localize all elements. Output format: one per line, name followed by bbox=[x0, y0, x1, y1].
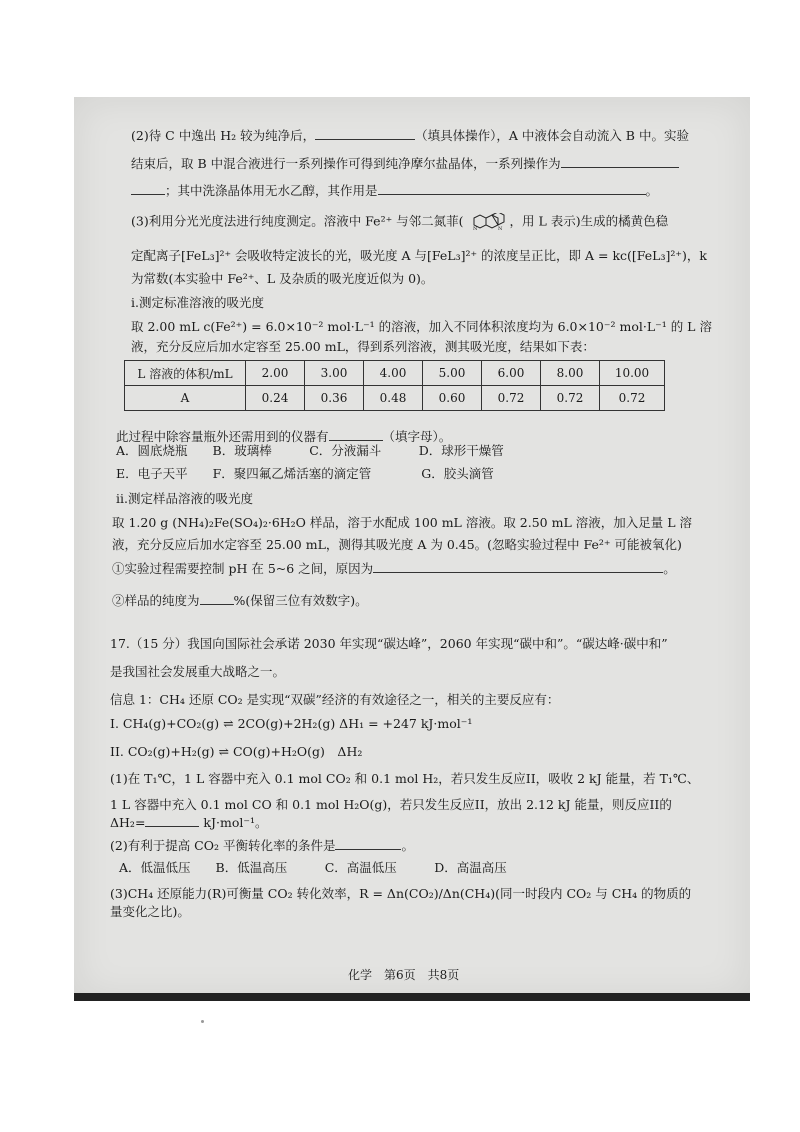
text-line bbox=[131, 127, 689, 144]
text-line bbox=[131, 213, 668, 231]
table-cell: 8.00 bbox=[541, 361, 600, 386]
reaction-equation: I. CH₄(g)+CO₂(g) ⇌ 2CO(g)+2H₂(g) ΔH₁ = +247 kJ·mol⁻¹ bbox=[110, 716, 473, 731]
text-line bbox=[110, 814, 267, 831]
text-segment: ΔH₂= bbox=[110, 815, 146, 830]
text-line: (1)在 T₁℃，1 L 容器中充入 0.1 mol CO₂ 和 0.1 mol H₂，若只发生反应II，吸收 2 kJ 能量，若 T₁℃、 bbox=[110, 771, 700, 786]
table-cell: 4.00 bbox=[364, 361, 423, 386]
text-segment: 。 bbox=[645, 183, 659, 198]
text-line: 液，充分反应后加水定容至 25.00 mL，测得其吸光度 A 为 0.45。(忽略实验过程中 Fe²⁺ 可能被氧化) bbox=[112, 537, 682, 552]
table-cell: 0.60 bbox=[423, 386, 482, 411]
text-line: 是我国社会发展重大战略之一。 bbox=[110, 664, 286, 679]
text-segment: ②样品的纯度为 bbox=[112, 593, 200, 608]
absorbance-table bbox=[124, 360, 665, 411]
option-line: A．低温低压 B．低温高压 C．高温低压 D．高温高压 bbox=[119, 860, 507, 875]
option-line: E．电子天平 F．聚四氟乙烯活塞的滴定管 G．胶头滴管 bbox=[116, 466, 494, 481]
table-cell: 6.00 bbox=[482, 361, 541, 386]
text-line: 1 L 容器中充入 0.1 mol CO 和 0.1 mol H₂O(g)，若只发生反应II，放出 2.12 kJ 能量，则反应II的 bbox=[110, 797, 672, 812]
table-cell: 0.36 bbox=[305, 386, 364, 411]
text-segment: 。 bbox=[401, 838, 414, 853]
text-segment: 结束后，取 B 中混合液进行一系列操作可得到纯净摩尔盐晶体，一系列操作为 bbox=[131, 156, 561, 171]
text-segment: ①实验过程需要控制 pH 在 5~6 之间，原因为 bbox=[112, 561, 374, 576]
text-segment: (3)利用分光光度法进行纯度测定。溶液中 Fe²⁺ 与邻二氮菲( bbox=[131, 213, 464, 229]
text-line: 定配离子[FeL₃]²⁺ 会吸收特定波长的光，吸光度 A 与[FeL₃]²⁺ 的浓度呈正比，即 A = kc([FeL₃]²⁺)，k bbox=[131, 248, 707, 263]
text-segment: kJ·mol⁻¹。 bbox=[203, 815, 268, 830]
answer-blank[interactable] bbox=[315, 127, 415, 140]
table-header-cell: L 溶液的体积/mL bbox=[125, 361, 246, 386]
answer-blank[interactable] bbox=[335, 837, 401, 850]
answer-blank[interactable] bbox=[329, 428, 383, 441]
reaction-equation: II. CO₂(g)+H₂(g) ⇌ CO(g)+H₂O(g) ΔH₂ bbox=[110, 744, 363, 759]
answer-blank[interactable] bbox=[373, 560, 663, 573]
table-cell: 0.72 bbox=[482, 386, 541, 411]
svg-text:N: N bbox=[472, 226, 477, 231]
text-segment: （填字母）。 bbox=[382, 429, 452, 444]
section-heading: i.测定标准溶液的吸光度 bbox=[131, 295, 264, 310]
text-line: (3)CH₄ 还原能力(R)可衡量 CO₂ 转化效率，R = Δn(CO₂)/Δn(CH₄)(同一时段内 CO₂ 与 CH₄ 的物质的 bbox=[110, 886, 692, 901]
table-cell: 10.00 bbox=[600, 361, 665, 386]
text-line bbox=[131, 155, 679, 172]
table-cell: 5.00 bbox=[423, 361, 482, 386]
table-cell: 0.72 bbox=[600, 386, 665, 411]
text-line: 取 1.20 g (NH₄)₂Fe(SO₄)₂·6H₂O 样品，溶于水配成 100 mL 溶液。取 2.50 mL 溶液，加入足量 L 溶 bbox=[112, 515, 692, 530]
text-line: 量变化之比)。 bbox=[110, 904, 190, 919]
text-segment: %(保留三位有效数字)。 bbox=[233, 593, 368, 608]
text-line: 液，充分反应后加水定容至 25.00 mL，得到系列溶液，测其吸光度，结果如下表： bbox=[131, 339, 595, 354]
answer-blank[interactable] bbox=[145, 814, 199, 827]
text-segment: (2)有利于提高 CO₂ 平衡转化率的条件是 bbox=[110, 838, 336, 853]
answer-blank[interactable] bbox=[131, 182, 165, 195]
answer-blank[interactable] bbox=[200, 592, 234, 605]
page-footer: 化学 第6页 共8页 bbox=[348, 968, 460, 982]
text-line bbox=[112, 560, 676, 577]
option-line: A．圆底烧瓶 B．玻璃棒 C．分液漏斗 D．球形干燥管 bbox=[116, 443, 504, 458]
svg-text:N: N bbox=[497, 226, 502, 231]
answer-blank[interactable] bbox=[378, 182, 646, 195]
text-line: 信息 1：CH₄ 还原 CO₂ 是实现“双碳”经济的有效途径之一，相关的主要反应有： bbox=[110, 692, 560, 707]
text-line bbox=[110, 837, 414, 854]
table-row bbox=[125, 386, 665, 411]
table-cell: 2.00 bbox=[246, 361, 305, 386]
answer-blank[interactable] bbox=[561, 155, 679, 168]
text-segment: ；其中洗涤晶体用无水乙醇，其作用是 bbox=[165, 183, 378, 198]
table-cell: 0.72 bbox=[541, 386, 600, 411]
text-segment: ，用 L 表示)生成的橘黄色稳 bbox=[509, 213, 669, 229]
page-shadow bbox=[74, 993, 750, 1001]
text-segment: (2)待 C 中逸出 H₂ 较为纯净后， bbox=[131, 128, 316, 143]
phenanthroline-structure-icon bbox=[468, 213, 510, 231]
text-segment: 。 bbox=[663, 561, 676, 576]
text-line: 取 2.00 mL c(Fe²⁺) = 6.0×10⁻² mol·L⁻¹ 的溶液，加入不同体积浓度均为 6.0×10⁻² mol·L⁻¹ 的 L 溶 bbox=[131, 319, 712, 334]
table-cell: 3.00 bbox=[305, 361, 364, 386]
table-cell: 0.24 bbox=[246, 386, 305, 411]
speck bbox=[201, 1020, 204, 1023]
table-cell: 0.48 bbox=[364, 386, 423, 411]
text-line bbox=[112, 592, 368, 609]
text-segment: 此过程中除容量瓶外还需用到的仪器有 bbox=[116, 429, 329, 444]
text-line: 为常数(本实验中 Fe²⁺、L 及杂质的吸光度近似为 0)。 bbox=[131, 271, 434, 286]
text-line bbox=[131, 182, 658, 199]
section-heading: ii.测定样品溶液的吸光度 bbox=[116, 491, 253, 506]
table-header-cell: A bbox=[125, 386, 246, 411]
table-row bbox=[125, 361, 665, 386]
text-segment: （填具体操作），A 中液体会自动流入 B 中。实验 bbox=[415, 128, 689, 143]
question-title: 17.（15 分）我国向国际社会承诺 2030 年实现“碳达峰”，2060 年实现“碳中和”。“碳达峰·碳中和” bbox=[110, 636, 668, 651]
